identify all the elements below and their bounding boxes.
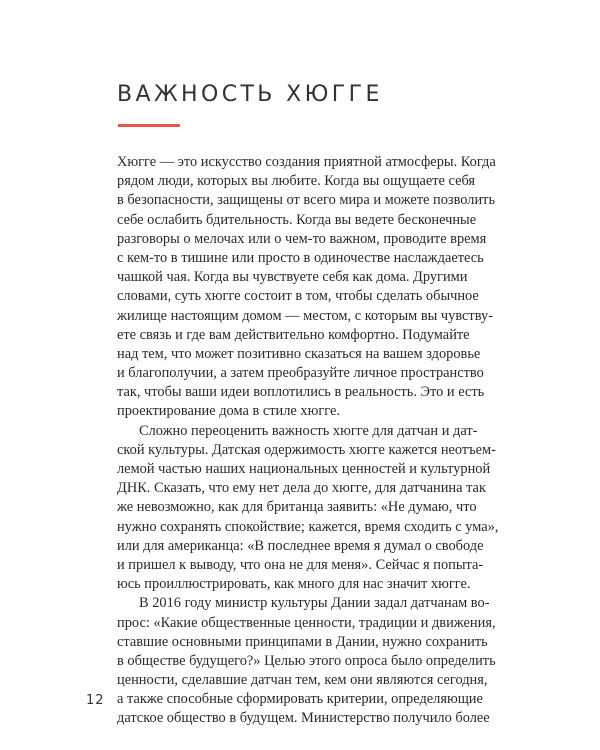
text-line: лемой частью наших национальных ценностей и культурной — [117, 461, 491, 477]
text-line: рядом люди, которых вы любите. Когда вы ощущаете себя — [117, 173, 476, 190]
text-line: ете связь и где вам действительно комфортно. Подумайте — [117, 326, 470, 343]
text-line: в обществе будущего?» Целью этого опроса было определить — [117, 652, 496, 669]
text-line: датское общество в будущем. Министерство получило более — [117, 710, 490, 727]
text-line: а также способные сформировать критерии, определяющие — [117, 691, 483, 708]
text-line: с кем-то в тишине или просто в одиночестве наслаждаетесь — [117, 249, 484, 266]
text-line: В 2016 году министр культуры Дании задал датчанам во- — [139, 595, 490, 612]
text-line: чашкой чая. Когда вы чувствуете себя как дома. Другими — [117, 269, 468, 286]
page-number: 12 — [86, 693, 105, 708]
text-line: жилище настоящим домом — местом, с которым вы чувству- — [117, 307, 494, 324]
paragraph-1 — [117, 153, 507, 422]
text-line: Хюгге — это искусство создания приятной атмосферы. Когда — [117, 154, 496, 170]
text-line: так, чтобы ваши идеи воплотились в реальность. Это и есть — [117, 384, 485, 401]
page-title: ВАЖНОСТЬ ХЮГГЕ — [117, 82, 383, 107]
text-line: и благополучии, а затем преобразуйте личное пространство — [117, 365, 484, 382]
text-line: или для американца: «В последнее время я думал о свободе — [117, 537, 484, 554]
text-line: ставшие основными принципами в Дании, нужно сохранить — [117, 633, 488, 650]
text-line: ской культуры. Датская одержимость хюгге кажется неотъем- — [117, 441, 496, 458]
paragraph-2 — [117, 422, 507, 595]
text-line: юсь проиллюстрировать, как много для нас значит хюгге. — [117, 576, 471, 593]
text-line: над тем, что может позитивно сказаться на вашем здоровье — [117, 345, 481, 362]
text-line: себе ослабить бдительность. Когда вы ведете бесконечные — [117, 211, 477, 228]
text-line: в безопасности, защищены от всего мира и можете позволить — [117, 192, 496, 209]
title-accent-rule — [118, 124, 180, 127]
paragraph-3 — [117, 594, 507, 728]
text-line: разговоры о мелочах или о чем-то важном, проводите время — [117, 230, 487, 247]
body-text — [117, 153, 507, 729]
text-line: словами, суть хюгге состоит в том, чтобы сделать обычное — [117, 288, 479, 305]
text-line: ДНК. Сказать, что ему нет дела до хюгге, для датчанина так — [117, 480, 486, 497]
text-line: Сложно переоценить важность хюгге для датчан и дат- — [139, 422, 478, 439]
text-line: и пришел к выводу, что она не для меня». Сейчас я попыта- — [117, 556, 484, 573]
text-line: нужно сохранять спокойствие; кажется, время сходить с ума», — [117, 518, 499, 535]
text-line: проектирование дома в стиле хюгге. — [117, 403, 340, 420]
text-line: же невозможно, как для британца заявить: «Не думаю, что — [117, 499, 477, 516]
text-line: ценности, сделавшие датчан тем, кем они являются сегодня, — [117, 672, 488, 689]
text-line: прос: «Какие общественные ценности, традиции и движения, — [117, 614, 496, 631]
